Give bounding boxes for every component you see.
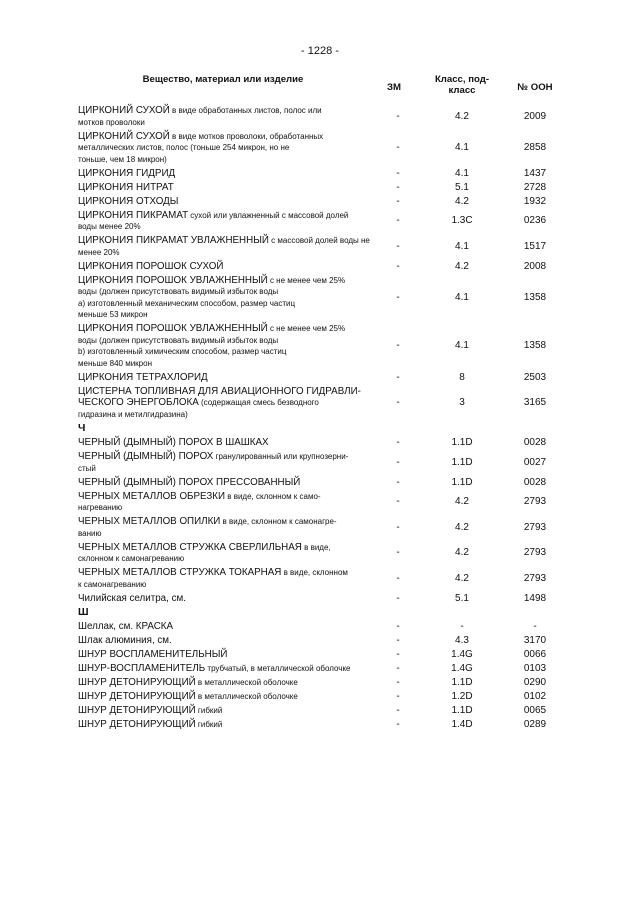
table-row: [78, 690, 558, 704]
text-segment: с массовой долей воды не: [268, 236, 370, 245]
substance-name: [78, 372, 370, 384]
substance-name-line: [78, 182, 370, 194]
text-segment: в виде мотков проволоки, обработанных: [169, 131, 324, 141]
substance-name-line: [78, 131, 370, 143]
substance-name-line: [78, 491, 370, 503]
substance-name-line: [78, 649, 370, 661]
substance-name-line: [78, 542, 370, 554]
text-segment: ЦИРКОНИЯ НИТРАТ: [78, 181, 174, 193]
zm-value: -: [396, 215, 400, 227]
class-value: -: [460, 621, 464, 632]
zm-value: -: [396, 110, 400, 122]
text-segment: воды (должен присутствовать видимый избыток воды: [78, 287, 279, 296]
substance-name: [78, 168, 370, 180]
table-row: [78, 436, 558, 450]
class-value: 1.1D: [451, 677, 473, 688]
un-number-value: 2858: [523, 142, 547, 153]
class-value: 1.1D: [451, 705, 473, 716]
substance-name-line: [78, 358, 370, 370]
text-segment: (содержащая смесь безводного: [198, 398, 319, 407]
text-segment: Чилийская селитра, см.: [78, 592, 186, 604]
text-segment: ЦИРКОНИЯ ПИКРАМАТ УВЛАЖНЕННЫЙ: [78, 235, 269, 246]
un-number-value: 0290: [523, 677, 547, 688]
substance-name-line: [78, 105, 370, 117]
un-number-value: 2793: [523, 572, 547, 584]
table-row: [78, 195, 558, 209]
substance-name: [78, 437, 370, 449]
header-substance: Вещество, материал или изделие: [142, 74, 304, 85]
substance-name: [78, 131, 370, 166]
substance-name-line: [78, 397, 370, 409]
un-number-value: 2793: [523, 547, 547, 559]
table-row: [78, 476, 558, 490]
zm-value: -: [396, 195, 400, 207]
text-segment: ЧЕРНЫЙ (ДЫМНЫЙ) ПОРОХ ПРЕССОВАННЫЙ: [78, 476, 301, 488]
table-row: [78, 704, 558, 718]
substance-name-line: [78, 386, 370, 398]
text-segment: в виде, склонном: [281, 568, 348, 577]
substance-name-line: [78, 117, 370, 129]
class-value: 4.2: [455, 496, 469, 508]
substance-name: [78, 491, 370, 514]
un-number-value: 1437: [523, 167, 547, 179]
zm-value: -: [396, 291, 400, 303]
class-value: 3: [459, 397, 465, 408]
text-segment: с не менее чем 25%: [267, 324, 346, 333]
class-value: 4.2: [455, 110, 469, 122]
text-segment: в виде, склонном к само-: [225, 491, 321, 501]
text-segment: ЦИРКОНИЯ ПИКРАМАТ: [78, 209, 189, 221]
substance-name-line: [78, 663, 370, 675]
un-number-value: 0065: [523, 705, 547, 716]
zm-value: -: [396, 240, 400, 252]
zm-value: -: [396, 649, 400, 660]
text-segment: меньше 840 микрон: [78, 358, 152, 368]
text-segment: ЧЕРНЫХ МЕТАЛЛОВ СТРУЖКА ТОКАРНАЯ: [78, 567, 282, 578]
text-segment: мотков проволоки: [78, 117, 145, 127]
text-segment: ШНУР ВОСПЛАМЕНИТЕЛЬНЫЙ: [78, 649, 228, 660]
zm-value: -: [396, 635, 400, 646]
substance-name: [78, 719, 370, 731]
class-value: 4.3: [455, 635, 469, 646]
text-segment: воды (должен присутствовать видимый избыток воды: [78, 335, 279, 345]
text-segment: а) изготовленный механическим способом, размер частиц: [78, 298, 296, 308]
class-value: 4.2: [455, 521, 469, 533]
substance-name: [78, 649, 370, 661]
substance-name-line: [78, 168, 370, 180]
text-segment: гибкий: [195, 706, 223, 715]
text-segment: ЦИРКОНИЯ ПОРОШОК УВЛАЖНЕННЫЙ: [78, 323, 268, 334]
class-value: 1.4G: [451, 663, 473, 674]
substance-name: [78, 386, 370, 421]
zm-value: -: [396, 677, 400, 688]
substance-name-line: [78, 247, 370, 259]
class-value: 5.1: [455, 592, 469, 604]
class-value: 4.2: [455, 572, 469, 584]
text-segment: гидразина и метилгидразина): [78, 409, 188, 419]
substance-name-line: [78, 309, 370, 321]
text-segment: ЧЕРНЫХ МЕТАЛЛОВ ОБРЕЗКИ: [78, 490, 226, 502]
class-value: 4.1: [455, 291, 469, 303]
substance-name-line: [78, 528, 370, 540]
section-letter: Ч: [78, 421, 86, 434]
class-value: 1.3C: [451, 215, 473, 227]
text-segment: металлических листов, полос (тоньше 254 микрон, но не: [78, 143, 290, 152]
substance-name-line: [78, 502, 370, 514]
substance-name-line: [78, 142, 370, 154]
un-number-value: 1358: [523, 340, 547, 352]
zm-value: -: [396, 521, 400, 533]
class-value: 4.1: [455, 340, 469, 352]
un-number-value: 2009: [523, 110, 547, 122]
substance-name: [78, 235, 370, 258]
text-segment: к самонагреванию: [78, 579, 147, 589]
text-segment: ШНУР ДЕТОНИРУЮЩИЙ: [78, 719, 196, 730]
table-row: [78, 662, 558, 676]
table-row: [78, 260, 558, 274]
zm-value: -: [396, 437, 400, 448]
substance-name: [78, 261, 370, 273]
table-row: [78, 209, 558, 235]
substance-name-line: [78, 719, 370, 731]
un-number-value: 2793: [523, 496, 547, 508]
page-number: - 1228 -: [301, 45, 339, 57]
zm-value: -: [396, 691, 400, 702]
table-row: [78, 371, 558, 385]
text-segment: в металлической оболочке: [195, 692, 298, 701]
class-value: 1.1D: [451, 456, 473, 468]
un-number-value: 3170: [523, 635, 547, 646]
table-row: [78, 167, 558, 181]
substance-name-line: [78, 553, 370, 565]
substance-name: [78, 196, 370, 208]
table-row: [78, 566, 558, 592]
text-segment: стый: [78, 463, 96, 473]
class-value: 4.2: [455, 260, 469, 272]
un-number-value: 2503: [523, 371, 547, 383]
class-value: 4.2: [455, 547, 469, 559]
class-value: 5.1: [455, 181, 469, 193]
text-segment: нагреванию: [78, 503, 123, 512]
substance-name-line: [78, 635, 370, 647]
table-row: [78, 274, 558, 323]
text-segment: в виде обработанных листов, полос или: [169, 106, 322, 115]
text-segment: тоньше, чем 18 микрон): [78, 154, 167, 164]
table-row: [78, 718, 558, 732]
substance-name: [78, 210, 370, 233]
table-row: [78, 181, 558, 195]
zm-value: -: [396, 167, 400, 179]
substance-name-line: [78, 372, 370, 384]
zm-value: -: [396, 719, 400, 730]
un-number-value: 0102: [523, 691, 547, 702]
text-segment: с не менее чем 25%: [267, 275, 346, 285]
substance-name-line: [78, 451, 370, 463]
text-segment: сухой или увлажненный с массовой долей: [188, 210, 349, 220]
text-segment: ШНУР-ВОСПЛАМЕНИТЕЛЬ: [78, 663, 206, 674]
text-segment: ЦИРКОНИЯ ОТХОДЫ: [78, 195, 179, 207]
substance-name-line: [78, 286, 370, 298]
text-segment: ЧЕРНЫЙ (ДЫМНЫЙ) ПОРОХ В ШАШКАХ: [78, 437, 269, 448]
substance-name-line: [78, 463, 370, 475]
text-segment: менее 20%: [78, 247, 120, 257]
substance-name-line: [78, 346, 370, 358]
table-row: [78, 676, 558, 690]
substance-name-line: [78, 593, 370, 605]
substance-name: [78, 621, 370, 633]
class-value: 1.2D: [451, 691, 473, 702]
text-segment: в металлической оболочке: [195, 678, 298, 687]
header-zm: ЗМ: [386, 82, 401, 93]
zm-value: -: [396, 260, 400, 272]
table-row: [78, 515, 558, 541]
class-value: 1.1D: [451, 437, 473, 448]
class-value: 1.1D: [451, 476, 473, 488]
zm-value: -: [396, 397, 400, 408]
un-number-value: 0028: [523, 476, 547, 488]
text-segment: ЦИРКОНИЯ ТЕТРАХЛОРИД: [78, 371, 208, 383]
substance-name-line: [78, 261, 370, 273]
zm-value: -: [396, 476, 400, 488]
section-letter: Ш: [78, 605, 89, 618]
class-value: 4.1: [455, 142, 469, 153]
substance-name-line: [78, 154, 370, 166]
class-value: 8: [459, 371, 465, 383]
zm-value: -: [396, 142, 400, 153]
class-value: 4.1: [455, 240, 469, 252]
substance-name-line: [78, 579, 370, 591]
substance-name: [78, 542, 370, 565]
table-row: [78, 385, 558, 422]
zm-value: -: [396, 705, 400, 716]
text-segment: ЦИРКОНИЯ ГИДРИД: [78, 167, 176, 179]
substance-name: [78, 635, 370, 647]
table-row: [78, 104, 558, 130]
class-value: 4.2: [455, 195, 469, 207]
substance-name: [78, 567, 370, 590]
text-segment: меньше 53 микрон: [78, 310, 148, 319]
substance-name: [78, 516, 370, 539]
substance-name-line: [78, 567, 370, 579]
substance-name-line: [78, 621, 370, 633]
text-segment: трубчатый, в металлической оболочке: [205, 664, 351, 673]
substance-table: [78, 104, 558, 732]
substance-name-line: [78, 235, 370, 247]
un-number-value: 3165: [523, 397, 547, 408]
substance-name: [78, 477, 370, 489]
zm-value: -: [396, 340, 400, 352]
zm-value: -: [396, 621, 400, 632]
text-segment: ШНУР ДЕТОНИРУЮЩИЙ: [78, 691, 196, 702]
substance-name: [78, 677, 370, 689]
table-row: [78, 648, 558, 662]
table-row: [78, 450, 558, 476]
table-row: [78, 234, 558, 260]
table-row: [78, 490, 558, 516]
text-segment: склонном к самонагреванию: [78, 554, 185, 563]
zm-value: -: [396, 371, 400, 383]
text-segment: b) изготовленный химическим способом, размер частиц: [78, 347, 287, 356]
substance-name: [78, 691, 370, 703]
substance-name: [78, 663, 370, 675]
zm-value: -: [396, 547, 400, 559]
text-segment: ЦИРКОНИЙ СУХОЙ: [78, 105, 170, 116]
table-row: [78, 634, 558, 648]
substance-name: [78, 182, 370, 194]
un-number-value: 0289: [523, 719, 547, 730]
un-number-value: 0066: [523, 649, 547, 660]
zm-value: -: [396, 572, 400, 584]
text-segment: ЧЕРНЫХ МЕТАЛЛОВ СТРУЖКА СВЕРЛИЛЬНАЯ: [78, 541, 302, 553]
text-segment: в виде, склонном к самонагре-: [220, 517, 337, 526]
un-number-value: 1517: [523, 240, 547, 252]
un-number-value: 2793: [523, 521, 547, 533]
substance-name-line: [78, 477, 370, 489]
text-segment: ЦИРКОНИЯ ПОРОШОК УВЛАЖНЕННЫЙ: [78, 274, 268, 286]
text-segment: ЦИРКОНИЯ ПОРОШОК СУХОЙ: [78, 260, 224, 272]
text-segment: гранулированный или крупнозерни-: [213, 452, 349, 461]
class-value: 1.4D: [451, 719, 473, 730]
un-number-value: 2728: [523, 181, 547, 193]
un-number-value: -: [533, 621, 537, 632]
table-header: [78, 72, 558, 102]
class-value: 4.1: [455, 167, 469, 179]
text-segment: воды менее 20%: [78, 222, 141, 231]
text-segment: ШНУР ДЕТОНИРУЮЩИЙ: [78, 705, 196, 716]
zm-value: -: [396, 592, 400, 604]
text-segment: ШНУР ДЕТОНИРУЮЩИЙ: [78, 677, 196, 688]
substance-name-line: [78, 196, 370, 208]
text-segment: гибкий: [195, 720, 223, 729]
text-segment: в виде,: [301, 542, 331, 552]
zm-value: -: [396, 181, 400, 193]
substance-name-line: [78, 335, 370, 347]
un-number-value: 1932: [523, 195, 547, 207]
substance-name-line: [78, 409, 370, 421]
text-segment: ЧЕРНЫХ МЕТАЛЛОВ ОПИЛКИ: [78, 516, 221, 527]
text-segment: Шлак алюминия, см.: [78, 635, 172, 646]
substance-name-line: [78, 437, 370, 449]
text-segment: ЦИРКОНИЙ СУХОЙ: [78, 130, 170, 142]
text-segment: Шеллак, см. КРАСКА: [78, 621, 174, 632]
zm-value: -: [396, 456, 400, 468]
un-number-value: 0028: [523, 437, 547, 448]
text-segment: ванию: [78, 528, 102, 538]
un-number-value: 1498: [523, 592, 547, 604]
header-un-number: № ООН: [517, 82, 553, 93]
substance-name-line: [78, 221, 370, 233]
class-value: 1.4G: [451, 649, 473, 660]
text-segment: ЧЕРНЫЙ (ДЫМНЫЙ) ПОРОХ: [78, 451, 214, 462]
substance-name: [78, 323, 370, 369]
substance-name: [78, 705, 370, 717]
un-number-value: 0027: [523, 456, 547, 468]
un-number-value: 1358: [523, 291, 547, 303]
substance-name-line: [78, 298, 370, 310]
substance-name-line: [78, 691, 370, 703]
substance-name: [78, 105, 370, 128]
table-row: [78, 620, 558, 634]
substance-name-line: [78, 275, 370, 287]
text-segment: ЦИСТЕРНА ТОПЛИВНАЯ ДЛЯ АВИАЦИОННОГО ГИДРАВЛИ-: [78, 385, 361, 397]
substance-name-line: [78, 323, 370, 335]
substance-name: [78, 275, 370, 321]
substance-name: [78, 593, 370, 605]
substance-name-line: [78, 705, 370, 717]
table-row: [78, 322, 558, 371]
substance-name-line: [78, 210, 370, 222]
table-row: [78, 130, 558, 167]
header-class: Класс, под- класс: [434, 74, 490, 96]
un-number-value: 2008: [523, 260, 547, 272]
substance-name: [78, 451, 370, 474]
table-row: [78, 541, 558, 567]
substance-name-line: [78, 516, 370, 528]
zm-value: -: [396, 663, 400, 674]
zm-value: -: [396, 496, 400, 508]
table-row: [78, 592, 558, 606]
un-number-value: 0236: [523, 215, 547, 227]
text-segment: ЧЕСКОГО ЭНЕРГОБЛОКА: [78, 397, 199, 408]
un-number-value: 0103: [523, 663, 547, 674]
substance-name-line: [78, 677, 370, 689]
